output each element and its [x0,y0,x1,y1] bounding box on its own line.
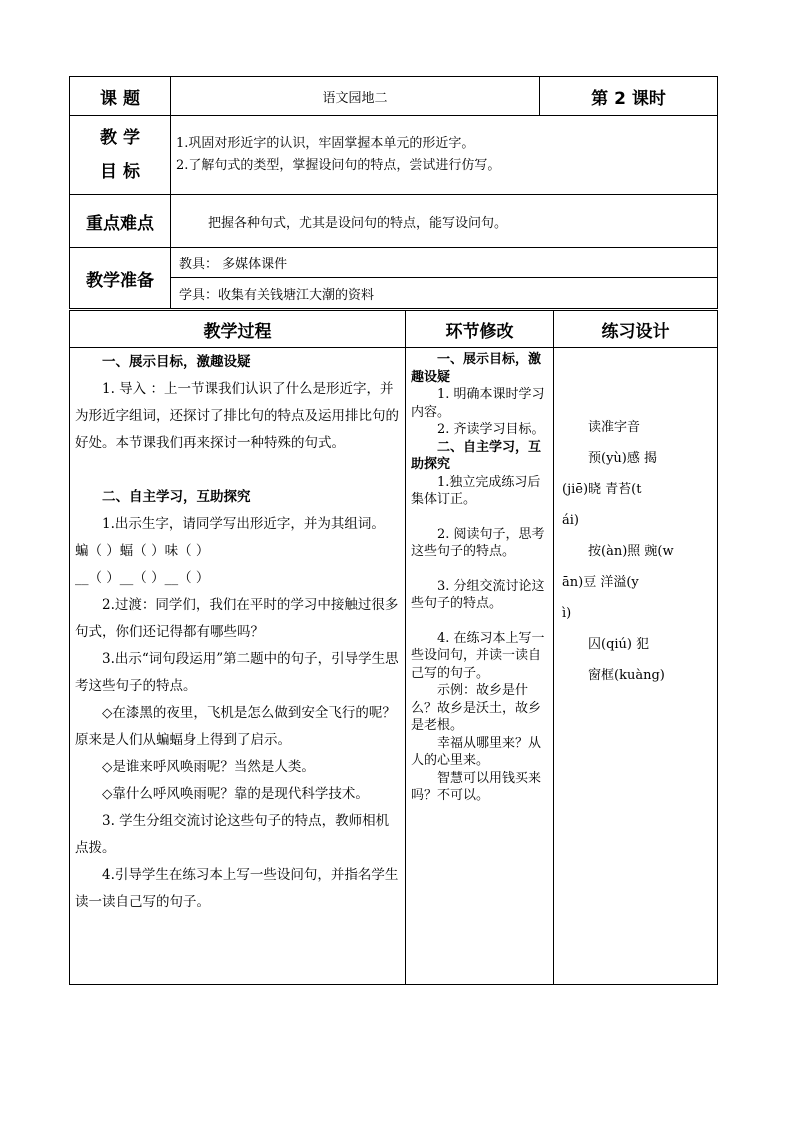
revise-header: 环节修改 [406,311,554,348]
prep-label: 教学准备 [70,248,171,309]
revise-cell [406,348,554,985]
prep-teacher: 教具： 多媒体课件 [171,248,718,278]
practice-line-8: 窗框(kuàng) [588,668,665,683]
revise-item-4: 2. 阅读句子，思考这些句子的特点。 [411,526,545,559]
process-step-5: 4.引导学生在练习本上写一些设问句，并指名学生读一读自己写的句子。 [75,867,399,910]
session-label: 第 2 课时 [540,77,718,116]
key-label: 重点难点 [70,195,171,248]
practice-line-7: 囚(qiú) 犯 [588,637,650,652]
process-intro: 1. 导入 ：上一节课我们认识了什么是形近字，并为形近字组词，还探讨了排比句的特点及运用排比句的好处。本节课我们再来探讨一种特殊的句式。 [75,381,399,451]
process-section-1-title: 一、展示目标，激趣设疑 [102,354,251,370]
process-header: 教学过程 [70,311,406,348]
course-label: 课 题 [70,77,171,116]
lesson-info-table [69,76,718,309]
process-step-4: 3. 学生分组交流讨论这些句子的特点，教师相机点拨。 [75,813,390,856]
example-sentence-2: ◇是谁来呼风唤雨呢？当然是人类。 [102,759,315,775]
process-table [69,310,718,985]
goal-label-1: 教 学 [100,128,140,148]
revise-example-1: 示例：故乡是什么？故乡是沃土，故乡是老根。 [411,683,542,733]
practice-line-6: ì) [562,606,572,621]
process-cell [70,348,406,985]
word-blanks-line-2: __（ ）__（ ）__（ ） [75,570,210,586]
revise-item-2: 2. 齐读学习目标。 [437,422,545,437]
process-step-3: 3.出示“词句段运用”第二题中的句子，引导学生思考这些句子的特点。 [75,651,399,694]
process-section-2-title: 二、自主学习，互助探究 [102,489,251,505]
revise-section-2-title: 二、自主学习，互助探究 [411,439,542,472]
goal-cell [171,116,718,195]
process-step-1: 1.出示生字，请同学写出形近字，并为其组词。 [102,516,385,532]
practice-line-2: (jiē)晓 青苔(t [562,482,642,497]
course-title: 语文园地二 [171,77,540,116]
practice-line-3: ái) [562,513,579,528]
prep-student: 学具：收集有关钱塘江大潮的资料 [171,278,718,309]
revise-example-2: 幸福从哪里来？从人的心里来。 [411,735,542,768]
goal-2: 2.了解句式的类型，掌握设问句的特点，尝试进行仿写。 [176,158,501,173]
revise-item-5: 3. 分组交流讨论这些句子的特点。 [411,578,545,611]
practice-line-4: 按(àn)照 豌(w [588,544,674,559]
example-sentence-1: ◇在漆黑的夜里，飞机是怎么做到安全飞行的呢？原来是人们从蝙蝠身上得到了启示。 [75,705,396,748]
revise-example-3: 智慧可以用钱买来吗？不可以。 [411,770,542,803]
goal-1: 1.巩固对形近字的认识，牢固掌握本单元的形近字。 [176,136,475,151]
goal-label [70,116,171,195]
practice-line-1: 预(yù)感 揭 [588,451,657,466]
example-sentence-3: ◇靠什么呼风唤雨呢？靠的是现代科学技术。 [102,786,369,802]
word-blanks-line-1: 蝙（ ）蝠（ ）味（ ） [75,543,210,559]
goal-label-2: 目 标 [100,162,140,182]
practice-line-5: ān)豆 洋溢(y [562,575,639,590]
key-text: 把握各种句式，尤其是设问句的特点，能写设问句。 [171,195,718,248]
practice-cell [554,348,718,985]
process-step-2: 2.过渡：同学们，我们在平时的学习中接触过很多句式，你们还记得都有哪些吗？ [75,597,399,640]
revise-section-1-title: 一、展示目标，激趣设疑 [411,352,542,385]
practice-title: 读准字音 [588,420,641,435]
practice-header: 练习设计 [554,311,718,348]
revise-item-3: 1.独立完成练习后集体订正。 [411,474,541,507]
revise-item-1: 1. 明确本课时学习内容。 [411,387,545,420]
revise-item-6: 4. 在练习本上写一些设问句，并读一读自己写的句子。 [411,630,545,681]
